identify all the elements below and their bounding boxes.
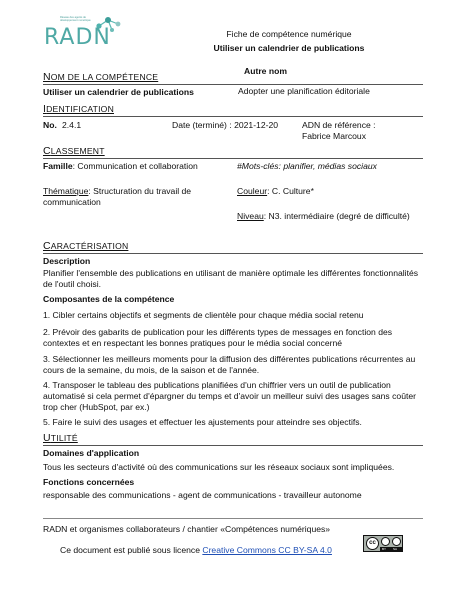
license-text: Ce document est publié sous licence Creative Commons CC BY-SA 4.0	[60, 545, 332, 555]
adn-label: ADN de référence :	[302, 120, 376, 130]
doc-subtitle: Utiliser un calendrier de publications	[213, 43, 365, 53]
sa-icon	[392, 537, 401, 546]
section-heading-identification: IDENTIFICATION	[43, 103, 114, 115]
logo-text: RADN	[44, 25, 111, 50]
divider	[43, 253, 423, 254]
footer-credits: RADN et organismes collaborateurs / chantier «Compétences numériques»	[43, 524, 331, 534]
competence-name: Utiliser un calendrier de publications	[43, 87, 194, 97]
fonctions-title: Fonctions concernées	[43, 477, 135, 487]
logo-tagline: Réseau des agents de développement numérique	[60, 16, 91, 22]
thematique-field: Thématique: Structuration du travail de communication	[43, 186, 192, 207]
composante-item: 2. Prévoir des gabarits de publication pour les différents types de messages en fonction des contextes et en respectant les bonnes pratiques pour le média social concerné	[43, 327, 393, 348]
by-icon	[381, 537, 390, 546]
composantes-title: Composantes de la compétence	[43, 294, 175, 304]
couleur-field: Couleur: C. Culture*	[237, 186, 314, 196]
cc-icon: cc	[366, 537, 379, 550]
autre-nom-label: Autre nom	[244, 66, 287, 76]
adn-name: Fabrice Marcoux	[302, 131, 366, 141]
famille-field: Famille: Communication et collaboration	[43, 161, 198, 171]
description-title: Description	[43, 256, 91, 266]
divider	[43, 158, 423, 159]
composante-item: 4. Transposer le tableau des publications planifiées d'un chiffrier vers un outil de publication automatisé si cela permet d'épargner du temps et d'avoir un meilleur suivi des usages sans coûter trop cher (HubSpot, par ex.)	[43, 380, 417, 412]
doc-title: Fiche de compétence numérique	[226, 29, 352, 39]
composante-item: 3. Sélectionner les meilleurs moments pour la diffusion des différentes publications récurrentes au cours de la semaine, du mois, de la saison et de l'année.	[43, 354, 416, 375]
badge-strip: BY SA	[380, 547, 402, 551]
section-heading-classement: CLASSEMENT	[43, 145, 105, 157]
composante-item: 1. Cibler certains objectifs et segments de clientèle pour chaque média social retenu	[43, 310, 364, 320]
composante-item: 5. Faire le suivi des usages et effectuer les ajustements pour atteindre ses objectifs.	[43, 417, 362, 427]
license-link[interactable]: Creative Commons CC BY-SA 4.0	[202, 545, 332, 555]
divider	[43, 116, 423, 117]
section-heading-nom: NOM DE LA COMPÉTENCE	[43, 71, 159, 83]
footer-divider	[43, 518, 423, 519]
description-text: Planifier l'ensemble des publications en utilisant de manière optimale les différentes fonctionnalités de l'outil choisi.	[43, 268, 419, 289]
date-completed: Date (terminé) : 2021-12-20	[172, 120, 279, 130]
section-heading-caracterisation: CARACTÉRISATION	[43, 240, 129, 252]
domaines-title: Domaines d'application	[43, 448, 140, 458]
niveau-field: Niveau: N3. intermédiaire (degré de difficulté)	[237, 211, 410, 221]
section-heading-utilite: UTILITÉ	[43, 432, 78, 444]
fonctions-text: responsable des communications - agent de communications - travailleur autonome	[43, 490, 362, 500]
no-value: 2.4.1	[62, 120, 82, 130]
divider	[43, 84, 423, 85]
divider	[43, 445, 423, 446]
no-label: No.	[43, 120, 57, 130]
mots-cles: #Mots-clés: planifier, médias sociaux	[237, 161, 377, 171]
domaines-text: Tous les secteurs d'activité où des communications sur les réseaux sociaux sont impliquées.	[43, 462, 395, 472]
autre-nom-value: Adopter une planification éditoriale	[238, 86, 370, 96]
cc-by-sa-badge[interactable]	[363, 535, 403, 552]
